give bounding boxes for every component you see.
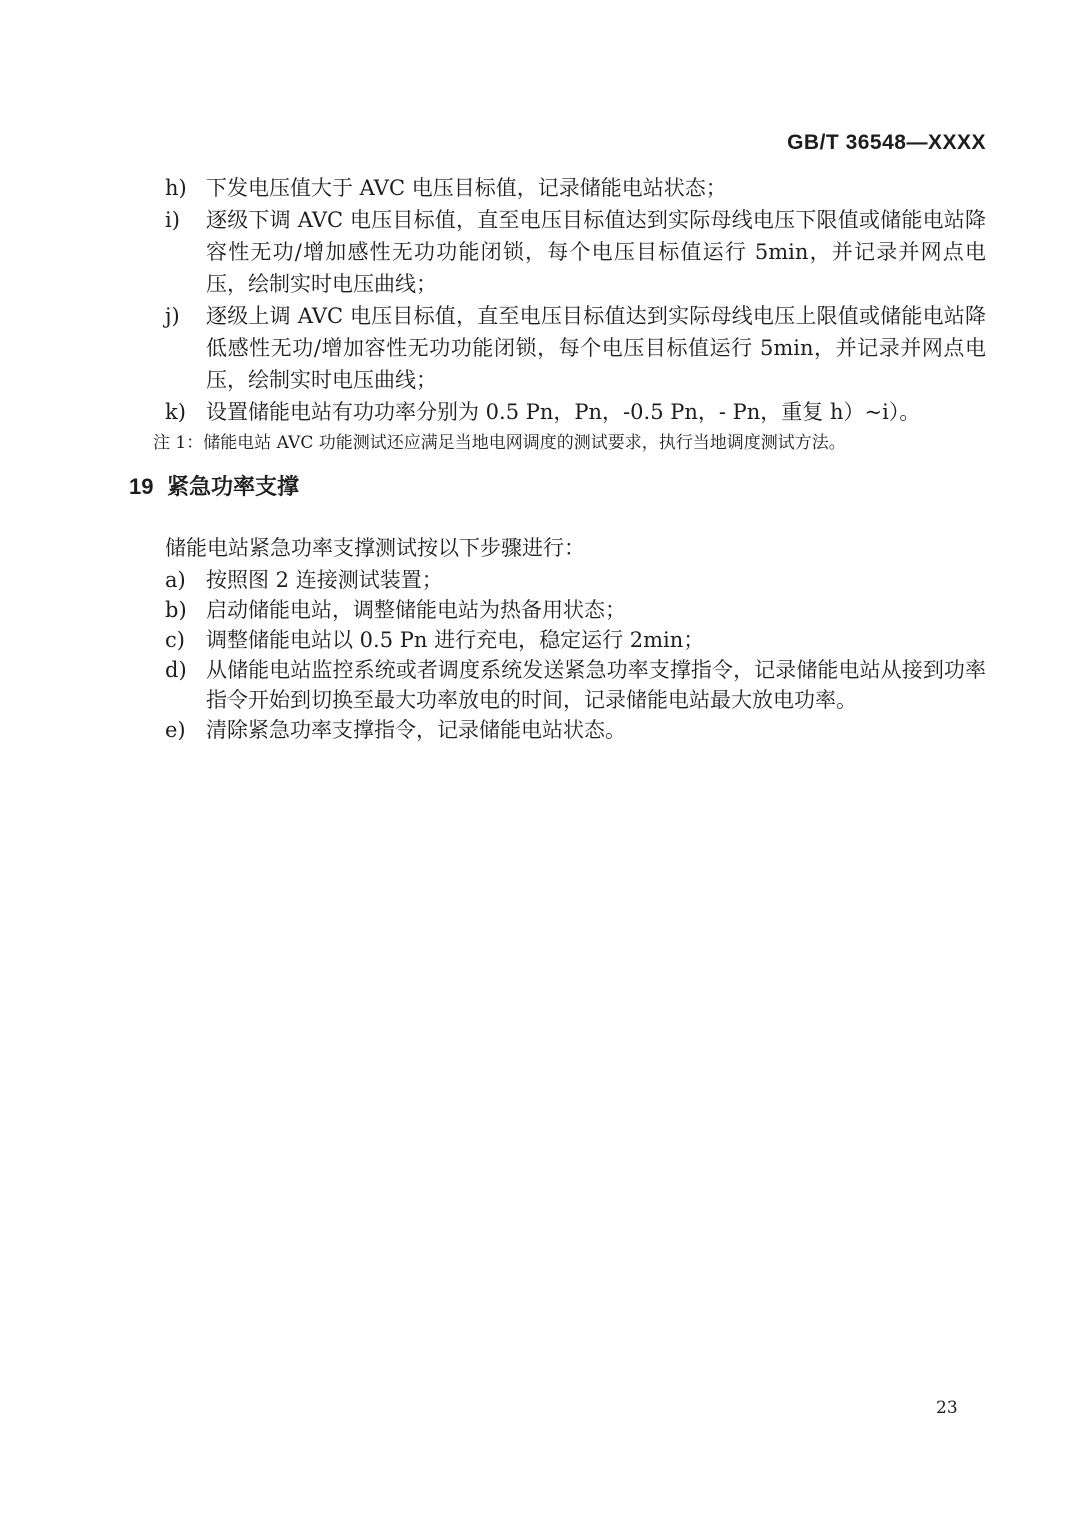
list-item-label: k) [165, 400, 186, 424]
list-item-i [165, 204, 986, 300]
step-label: a) [165, 568, 186, 592]
page-content [129, 172, 986, 745]
step-label: d) [165, 658, 187, 682]
page-number: 23 [936, 1398, 958, 1418]
section-heading [129, 472, 986, 502]
list-item-text: 逐级下调 AVC 电压目标值，直至电压目标值达到实际母线电压下限值或储能电站降容性无功/增加感性无功功能闭锁，每个电压目标值运行 5min，并记录并网点电压，绘制实时电压曲线； [206, 208, 986, 296]
section-title: 紧急功率支撑 [167, 474, 300, 499]
step-label: b) [165, 598, 187, 622]
document-code-header: GB/T 36548—XXXX [787, 131, 986, 154]
step-label: c) [165, 628, 185, 652]
list-item-text: 逐级上调 AVC 电压目标值，直至电压目标值达到实际母线电压上限值或储能电站降低感性无功/增加容性无功功能闭锁，每个电压目标值运行 5min，并记录并网点电压，绘制实时电压曲线； [206, 304, 986, 392]
list-item-k [165, 396, 986, 428]
list-item-label: i) [165, 208, 180, 232]
list-item-j [165, 300, 986, 396]
list-item-text: 下发电压值大于 AVC 电压目标值，记录储能电站状态； [206, 176, 727, 200]
step-item-a [165, 565, 986, 595]
step-label: e) [165, 718, 186, 742]
step-item-e [165, 715, 986, 745]
section-intro: 储能电站紧急功率支撑测试按以下步骤进行： [165, 536, 585, 560]
section-number: 19 [129, 474, 154, 499]
steps-list [165, 565, 986, 745]
step-text: 从储能电站监控系统或者调度系统发送紧急功率支撑指令，记录储能电站从接到功率指令开始到切换至最大功率放电的时间，记录储能电站最大放电功率。 [206, 658, 986, 712]
list-item-text: 设置储能电站有功功率分别为 0.5 Pn，Pn，-0.5 Pn，- Pn，重复 h）~i）。 [206, 400, 921, 424]
step-text: 启动储能电站，调整储能电站为热备用状态； [206, 598, 626, 622]
list-item-label: h) [165, 176, 187, 200]
list-item-label: j) [165, 304, 180, 328]
list-item-h [165, 172, 986, 204]
note-1: 注 1：储能电站 AVC 功能测试还应满足当地电网调度的测试要求，执行当地调度测试方法。 [153, 433, 846, 453]
step-text: 按照图 2 连接测试装置； [206, 568, 443, 592]
step-item-c [165, 625, 986, 655]
step-text: 清除紧急功率支撑指令，记录储能电站状态。 [206, 718, 626, 742]
step-item-d [165, 655, 986, 715]
step-item-b [165, 595, 986, 625]
step-text: 调整储能电站以 0.5 Pn 进行充电，稳定运行 2min； [206, 628, 705, 652]
